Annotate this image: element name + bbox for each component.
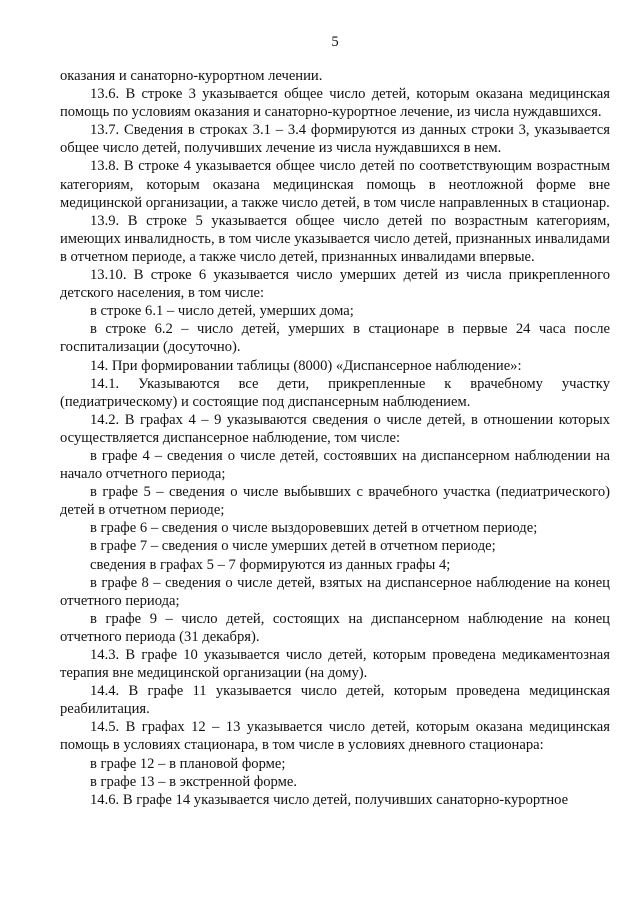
list-item-graph-5: в графе 5 – сведения о числе выбывших с врачебного участка (педиатрического) детей в отчетном периоде; (60, 484, 610, 519)
list-item-graph-12: в графе 12 – в плановой форме; (90, 755, 286, 772)
list-item-graph-6: в графе 6 – сведения о числе выздоровевших детей в отчетном периоде; (90, 520, 538, 537)
paragraph-14-2: 14.2. В графах 4 – 9 указываются сведения о числе детей, в отношении которых осуществляется диспансерное наблюдение, том числе: (60, 411, 610, 446)
list-item-6-1: в строке 6.1 – число детей, умерших дома; (90, 303, 354, 320)
paragraph-14-1: 14.1. Указываются все дети, прикрепленные к врачебному участку (педиатрическому) и состоящие под диспансерным наблюдением. (60, 375, 610, 410)
list-item-graph-9: в графе 9 – число детей, состоящих на диспансерном наблюдение на конец отчетного периода (31 декабря). (60, 610, 610, 645)
paragraph-continuation: оказания и санаторно-курортном лечении. (60, 68, 323, 84)
list-item-graph-8: в графе 8 – сведения о числе детей, взятых на диспансерное наблюдение на конец отчетного периода; (60, 574, 610, 609)
list-item-graph-13: в графе 13 – в экстренной форме. (90, 773, 297, 790)
paragraph-13-7: 13.7. Сведения в строках 3.1 – 3.4 формируются из данных строки 3, указывается общее число детей, получивших лечение из числа нуждавшихся в нем. (60, 122, 610, 157)
paragraph-14-4: 14.4. В графе 11 указывается число детей, которым проведена медицинская реабилитация. (60, 683, 610, 718)
paragraph-13-10: 13.10. В строке 6 указывается число умерших детей из числа прикрепленного детского населения, в том числе: (60, 267, 610, 302)
list-item-6-2: в строке 6.2 – число детей, умерших в стационаре в первые 24 часа после госпитализации (досуточно). (60, 321, 610, 356)
paragraph-14-3: 14.3. В графе 10 указывается число детей, которым проведена медикаментозная терапия вне медицинской организации (на дому). (60, 647, 610, 682)
list-item-graph-7: в графе 7 – сведения о числе умерших детей в отчетном периоде; (90, 538, 496, 555)
list-item-graph-4: в графе 4 – сведения о числе детей, состоявших на диспансерном наблюдении на начало отчетного периода; (60, 447, 610, 483)
list-item-graphs-5-7: сведения в графах 5 – 7 формируются из данных графы 4; (90, 556, 451, 573)
page-number: 5 (331, 34, 339, 50)
paragraph-14-6: 14.6. В графе 14 указывается число детей, получивших санаторно-курортное (90, 791, 569, 808)
paragraph-14: 14. При формировании таблицы (8000) «Диспансерное наблюдение»: (90, 357, 522, 374)
paragraph-13-8: 13.8. В строке 4 указывается общее число детей по соответствующим возрастным категориям, которым оказана медицинская помощь в неотложной форме вне медицинской организации, а также число детей, в том числе направленных в стационар. (60, 158, 610, 211)
paragraph-13-9: 13.9. В строке 5 указывается общее число детей по возрастным категориям, имеющих инвалидность, в том числе указывается число детей, признанных инвалидами в отчетном периоде, а также число детей, признанных инвалидами впервые. (60, 212, 610, 265)
document-body (60, 67, 610, 809)
paragraph-14-5: 14.5. В графах 12 – 13 указывается число детей, которым оказана медицинская помощь в условиях стационара, в том числе в условиях дневного стационара: (60, 719, 610, 754)
paragraph-13-6: 13.6. В строке 3 указывается общее число детей, которым оказана медицинская помощь по условиям оказания и санаторно-курортное лечение, из числа нуждавшихся. (60, 86, 610, 121)
